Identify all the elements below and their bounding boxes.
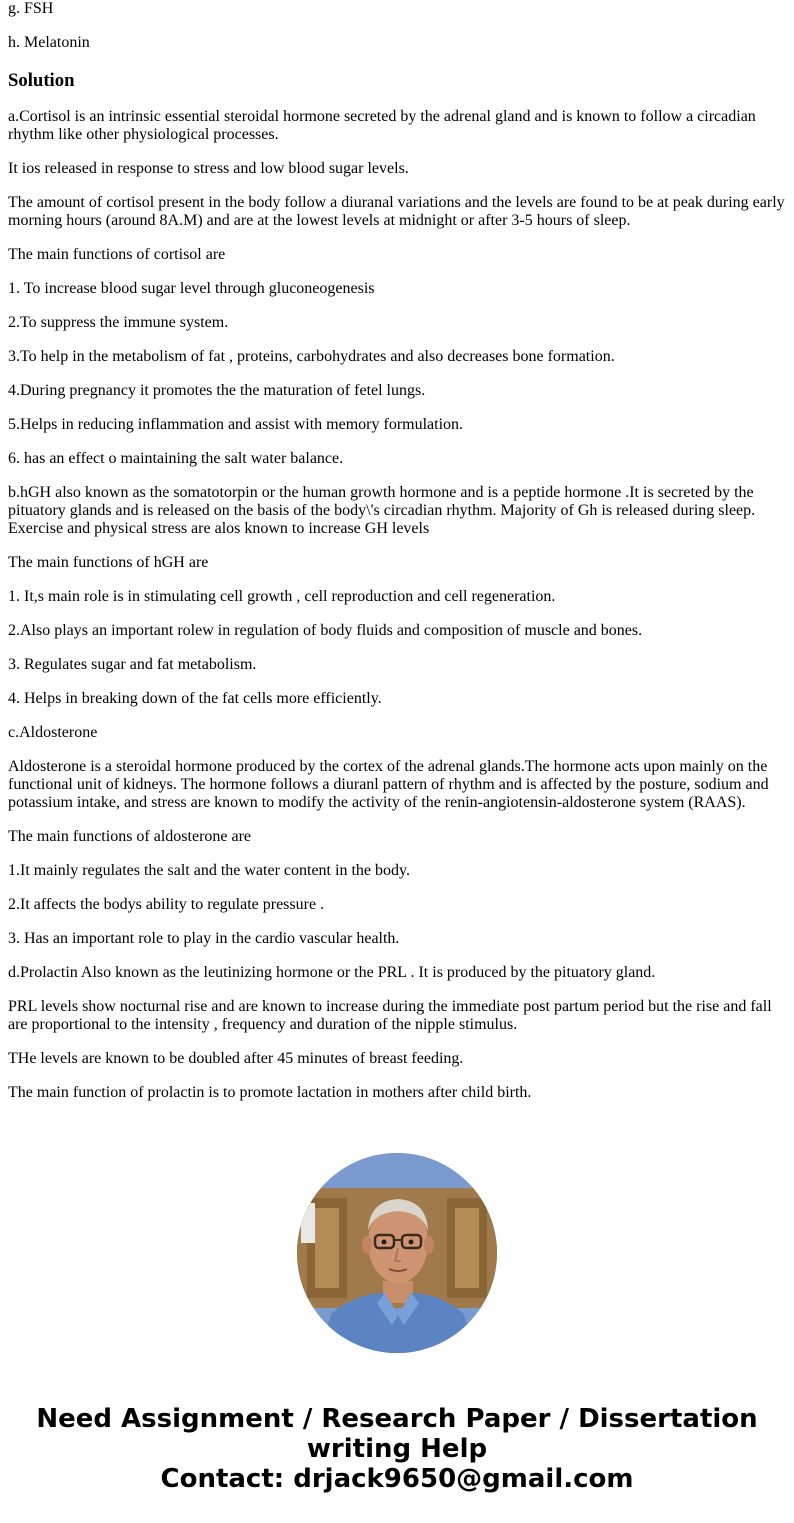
- solution-heading: Solution: [8, 70, 75, 91]
- paragraph: 5.Helps in reducing inflammation and assist with memory formulation.: [8, 416, 464, 433]
- paragraph: PRL levels show nocturnal rise and are known to increase during the immediate post partum period but the rise and fall are proportional to the intensity , frequency and duration of the nipple stimulus.: [8, 998, 772, 1033]
- paragraph: 4. Helps in breaking down of the fat cells more efficiently.: [8, 690, 382, 707]
- paragraph: 6. has an effect o maintaining the salt water balance.: [8, 450, 344, 467]
- paragraph: 2.To suppress the immune system.: [8, 314, 229, 331]
- author-avatar: [297, 1153, 497, 1353]
- solution-text: [8, 108, 786, 1102]
- paragraph: 2.Also plays an important rolew in regulation of body fluids and composition of muscle and bones.: [8, 622, 643, 639]
- paragraph: The main functions of cortisol are: [8, 246, 226, 263]
- paragraph: a.Cortisol is an intrinsic essential steroidal hormone secreted by the adrenal gland and is known to follow a circadian rhythm like other physiological processes.: [8, 108, 756, 143]
- author-portrait-icon: [297, 1153, 497, 1353]
- paragraph: c.Aldosterone: [8, 724, 98, 741]
- promo-contact: Contact: drjack9650@gmail.com: [160, 1464, 634, 1494]
- paragraph: 3.To help in the metabolism of fat , proteins, carbohydrates and also decreases bone formation.: [8, 348, 615, 365]
- paragraph: The main functions of aldosterone are: [8, 828, 252, 845]
- promo-banner: [0, 1404, 794, 1494]
- list-item-melatonin: h. Melatonin: [8, 34, 90, 51]
- paragraph: Aldosterone is a steroidal hormone produced by the cortex of the adrenal glands.The hormone acts upon mainly on the functional unit of kidneys. The hormone follows a diuranl pattern of rhythm and is affected by the posture, sodium and potassium intake, and stress are known to modify the activity of the renin-angiotensin-aldosterone system (RAAS).: [8, 758, 769, 811]
- paragraph: 3. Has an important role to play in the cardio vascular health.: [8, 930, 400, 947]
- document-body: [8, 0, 786, 1118]
- paragraph: The main function of prolactin is to promote lactation in mothers after child birth.: [8, 1084, 532, 1101]
- paragraph: b.hGH also known as the somatotorpin or the human growth hormone and is a peptide hormone .It is secreted by the pituatory glands and is released on the basis of the body\'s circadian rhythm. Majority of Gh is released during sleep. Exercise and physical stress are alos known to increase GH levels: [8, 484, 756, 537]
- paragraph: The main functions of hGH are: [8, 554, 209, 571]
- paragraph: 2.It affects the bodys ability to regulate pressure .: [8, 896, 325, 913]
- paragraph: It ios released in response to stress and low blood sugar levels.: [8, 160, 409, 177]
- paragraph: d.Prolactin Also known as the leutinizing hormone or the PRL . It is produced by the pituatory gland.: [8, 964, 656, 981]
- paragraph: The amount of cortisol present in the body follow a diuranal variations and the levels are found to be at peak during early morning hours (around 8A.M) and are at the lowest levels at midnight or after 3-5 hours of sleep.: [8, 194, 785, 229]
- list-item-fsh: g. FSH: [8, 0, 54, 17]
- paragraph: THe levels are known to be doubled after 45 minutes of breast feeding.: [8, 1050, 464, 1067]
- paragraph: 1. To increase blood sugar level through gluconeogenesis: [8, 280, 375, 297]
- paragraph: 1. It,s main role is in stimulating cell growth , cell reproduction and cell regeneration.: [8, 588, 556, 605]
- promo-headline: Need Assignment / Research Paper / Dissertation writing Help: [36, 1404, 758, 1464]
- paragraph: 3. Regulates sugar and fat metabolism.: [8, 656, 257, 673]
- paragraph: 4.During pregnancy it promotes the the maturation of fetel lungs.: [8, 382, 426, 399]
- paragraph: 1.It mainly regulates the salt and the water content in the body.: [8, 862, 410, 879]
